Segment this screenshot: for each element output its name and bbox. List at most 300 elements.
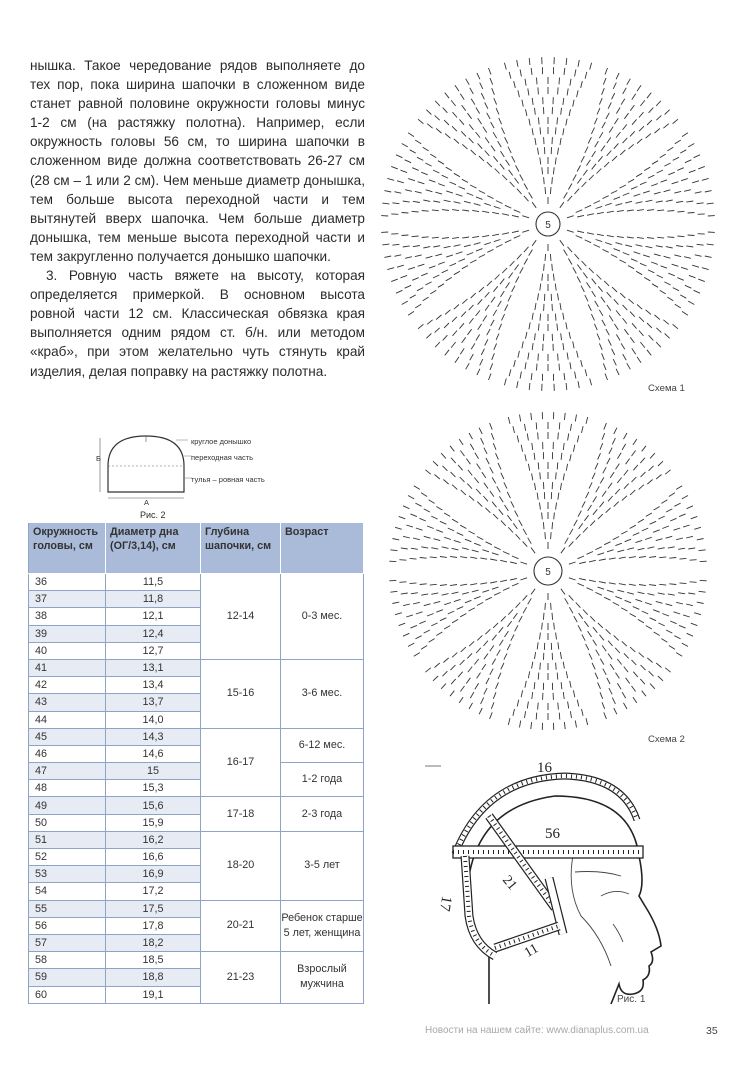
stitch-mark bbox=[630, 105, 634, 111]
stitch-mark bbox=[496, 453, 499, 459]
stitch-mark bbox=[527, 702, 528, 709]
stitch-mark bbox=[417, 157, 423, 160]
stitch-mark bbox=[630, 490, 635, 495]
stitch-mark bbox=[616, 464, 620, 470]
stitch-mark bbox=[443, 480, 448, 485]
stitch-mark bbox=[476, 132, 480, 138]
stitch-mark bbox=[417, 288, 423, 291]
stitch-mark bbox=[627, 79, 631, 85]
stitch-mark bbox=[490, 559, 497, 560]
stitch-mark bbox=[601, 146, 605, 152]
stitch-mark bbox=[490, 491, 494, 497]
stitch-mark bbox=[451, 665, 456, 670]
stitch-mark bbox=[676, 538, 683, 540]
stitch-mark bbox=[596, 486, 600, 492]
stitch-mark bbox=[560, 303, 561, 310]
cell-circumference: 54 bbox=[29, 883, 106, 900]
stitch-mark bbox=[532, 240, 536, 246]
stitch-mark bbox=[665, 470, 670, 474]
stitch-mark bbox=[454, 139, 459, 144]
stitch-mark bbox=[434, 539, 441, 541]
stitch-mark bbox=[503, 552, 510, 555]
cell-diameter: 12,4 bbox=[106, 625, 201, 642]
stitch-mark bbox=[521, 690, 522, 697]
stitch-mark bbox=[613, 359, 616, 365]
stitch-mark bbox=[468, 113, 472, 119]
stitch-mark bbox=[640, 182, 646, 185]
stitch-mark bbox=[555, 284, 556, 291]
stitch-mark bbox=[493, 443, 496, 450]
stitch-mark bbox=[616, 108, 620, 114]
stitch-mark bbox=[588, 137, 591, 143]
stitch-mark bbox=[567, 216, 574, 218]
stitch-mark bbox=[469, 496, 474, 501]
stitch-mark bbox=[424, 509, 430, 512]
stitch-mark bbox=[587, 233, 594, 235]
stitch-mark bbox=[421, 172, 428, 175]
stitch-mark bbox=[608, 641, 613, 646]
size-table bbox=[28, 522, 364, 1004]
stitch-mark bbox=[462, 337, 466, 343]
stitch-mark bbox=[624, 470, 628, 476]
stitch-mark bbox=[508, 718, 510, 725]
stitch-mark bbox=[578, 556, 585, 559]
table-header-row bbox=[29, 523, 364, 574]
stitch-mark bbox=[510, 562, 517, 564]
stitch-mark bbox=[663, 124, 668, 129]
stitch-mark bbox=[598, 156, 602, 161]
stitch-mark bbox=[528, 89, 529, 96]
stitch-mark bbox=[469, 433, 473, 439]
stitch-mark bbox=[531, 413, 532, 420]
stitch-mark bbox=[522, 216, 529, 218]
stitch-mark bbox=[429, 180, 436, 182]
stitch-mark bbox=[491, 146, 495, 152]
stitch-mark bbox=[494, 547, 500, 550]
scheme-2-diagram bbox=[380, 403, 720, 743]
stitch-mark bbox=[594, 324, 597, 330]
stitch-mark bbox=[682, 311, 688, 315]
stitch-mark bbox=[427, 320, 432, 325]
stitch-mark bbox=[650, 453, 655, 458]
stitch-mark bbox=[588, 631, 592, 637]
stitch-mark bbox=[661, 500, 667, 504]
stitch-mark bbox=[435, 254, 442, 256]
stitch-mark bbox=[490, 645, 494, 651]
label-round-bottom: круглое донышко bbox=[191, 437, 252, 446]
stitch-mark bbox=[474, 478, 478, 484]
stitch-mark bbox=[599, 582, 606, 583]
stitch-mark bbox=[697, 602, 704, 603]
stitch-mark bbox=[423, 200, 430, 201]
stitch-mark bbox=[402, 213, 409, 214]
stitch-mark bbox=[606, 113, 609, 119]
cell-circumference: 57 bbox=[29, 934, 106, 951]
cell-circumference: 43 bbox=[29, 694, 106, 711]
stitch-mark bbox=[629, 144, 634, 149]
stitch-mark bbox=[667, 297, 673, 301]
stitch-mark bbox=[435, 475, 440, 480]
stitch-mark bbox=[392, 244, 399, 245]
stitch-mark bbox=[403, 201, 410, 202]
stitch-mark bbox=[444, 246, 451, 248]
stitch-mark bbox=[691, 516, 698, 518]
stitch-mark bbox=[453, 331, 458, 336]
stitch-mark bbox=[585, 205, 591, 208]
stitch-mark bbox=[570, 454, 571, 461]
stitch-mark bbox=[390, 591, 397, 592]
stitch-mark bbox=[492, 477, 496, 483]
stitch-mark bbox=[570, 711, 571, 718]
cell-depth: 15-16 bbox=[201, 659, 281, 728]
stitch-mark bbox=[493, 132, 497, 138]
stitch-mark bbox=[590, 379, 592, 386]
stitch-mark bbox=[600, 502, 604, 508]
label-tulle: тулья – ровная часть bbox=[191, 475, 265, 484]
stitch-mark bbox=[599, 310, 603, 316]
stitch-mark bbox=[478, 118, 482, 124]
stitch-mark bbox=[490, 712, 493, 719]
stitch-mark bbox=[396, 155, 402, 158]
stitch-mark bbox=[656, 115, 661, 120]
stitch-mark bbox=[542, 167, 543, 174]
stitch-mark bbox=[636, 599, 643, 601]
stitch-mark bbox=[589, 580, 596, 582]
stitch-mark bbox=[615, 596, 622, 598]
stitch-mark bbox=[688, 144, 694, 147]
stitch-mark bbox=[602, 88, 605, 95]
stitch-mark bbox=[483, 641, 488, 646]
cell-diameter: 17,8 bbox=[106, 917, 201, 934]
stitch-mark bbox=[429, 639, 435, 643]
cell-diameter: 15 bbox=[106, 763, 201, 780]
stitch-mark bbox=[602, 491, 606, 497]
stitch-mark bbox=[561, 589, 565, 595]
stitch-mark bbox=[624, 329, 628, 335]
stitch-mark bbox=[592, 279, 596, 285]
stitch-mark bbox=[582, 501, 585, 507]
stitch-mark bbox=[688, 593, 695, 594]
stitch-mark bbox=[631, 259, 638, 262]
stitch-mark bbox=[569, 109, 570, 116]
stitch-mark bbox=[661, 266, 668, 268]
stitch-mark bbox=[672, 264, 679, 266]
stitch-mark bbox=[677, 168, 684, 171]
stitch-mark bbox=[415, 140, 421, 144]
stitch-mark bbox=[513, 426, 515, 433]
stitch-mark bbox=[499, 627, 503, 633]
stitch-mark bbox=[585, 147, 588, 153]
stitch-mark bbox=[532, 343, 533, 350]
hair-and-face-lines bbox=[571, 846, 629, 966]
stitch-mark bbox=[515, 178, 519, 184]
stitch-mark bbox=[699, 550, 706, 551]
stitch-mark bbox=[470, 185, 476, 188]
stitch-mark bbox=[632, 323, 637, 328]
cell-diameter: 14,6 bbox=[106, 745, 201, 762]
stitch-mark bbox=[607, 458, 610, 464]
stitch-mark bbox=[402, 301, 408, 304]
stitch-mark bbox=[595, 463, 598, 469]
stitch-mark bbox=[569, 578, 576, 580]
stitch-mark bbox=[485, 151, 490, 156]
cell-diameter: 17,2 bbox=[106, 883, 201, 900]
stitch-mark bbox=[617, 478, 621, 484]
stitch-mark bbox=[608, 654, 612, 660]
stitch-mark bbox=[667, 237, 674, 238]
stitch-mark bbox=[553, 274, 554, 281]
stitch-mark bbox=[666, 604, 673, 606]
stitch-mark bbox=[570, 79, 571, 86]
stitch-mark bbox=[478, 143, 483, 148]
stitch-mark bbox=[465, 539, 472, 542]
stitch-mark bbox=[477, 537, 483, 540]
stitch-mark bbox=[657, 237, 664, 238]
stitch-mark bbox=[438, 262, 445, 264]
stitch-mark bbox=[558, 148, 559, 155]
stitch-mark bbox=[569, 332, 570, 339]
stitch-mark bbox=[491, 122, 495, 128]
stitch-mark bbox=[661, 639, 667, 643]
stitch-mark bbox=[623, 88, 627, 94]
cell-age: 3-6 мес. bbox=[281, 659, 364, 728]
cell-age: 3-5 лет bbox=[281, 831, 364, 900]
stitch-mark bbox=[556, 503, 557, 510]
cell-depth: 17-18 bbox=[201, 797, 281, 831]
stitch-mark bbox=[414, 486, 420, 490]
stitch-mark bbox=[605, 203, 612, 205]
stitch-mark bbox=[608, 103, 611, 109]
stitch-mark bbox=[462, 210, 469, 211]
stitch-mark bbox=[465, 600, 472, 603]
stitch-mark bbox=[649, 557, 656, 558]
cell-age: 0-3 мес. bbox=[281, 574, 364, 660]
stitch-mark bbox=[401, 170, 408, 172]
stitch-mark bbox=[469, 318, 473, 324]
stitch-mark bbox=[406, 615, 413, 617]
stitch-mark bbox=[564, 722, 565, 729]
stitch-mark bbox=[430, 154, 436, 158]
stitch-mark bbox=[604, 542, 610, 545]
stitch-mark bbox=[674, 191, 681, 193]
stitch-mark bbox=[619, 557, 626, 558]
cell-depth: 18-20 bbox=[201, 831, 281, 900]
stitch-mark bbox=[480, 83, 483, 89]
stitch-mark bbox=[382, 244, 389, 245]
stitch-mark bbox=[427, 614, 434, 617]
stitch-mark bbox=[413, 246, 420, 247]
stitch-mark bbox=[612, 93, 615, 99]
header-circumference: Окружность головы, см bbox=[29, 523, 106, 574]
stitch-mark bbox=[408, 133, 414, 137]
stitch-mark bbox=[597, 108, 600, 114]
stitch-mark bbox=[633, 465, 638, 470]
stitch-mark bbox=[542, 274, 543, 281]
stitch-mark bbox=[524, 258, 528, 264]
stitch-mark bbox=[573, 445, 574, 452]
stitch-mark bbox=[620, 260, 626, 263]
stitch-mark bbox=[678, 593, 685, 594]
stitch-mark bbox=[467, 653, 472, 658]
stitch-mark bbox=[639, 653, 644, 658]
cell-circumference: 51 bbox=[29, 831, 106, 848]
stitch-mark bbox=[559, 423, 560, 430]
scheme-2-caption: Схема 2 bbox=[648, 734, 685, 745]
stitch-mark bbox=[494, 98, 497, 104]
stitch-mark bbox=[440, 557, 447, 558]
stitch-mark bbox=[592, 164, 596, 170]
stitch-mark bbox=[431, 548, 438, 549]
stitch-mark bbox=[535, 303, 536, 310]
stitch-mark bbox=[569, 529, 573, 535]
stitch-mark bbox=[608, 483, 612, 489]
stitch-mark bbox=[452, 653, 457, 658]
stitch-mark bbox=[639, 585, 646, 586]
cell-age: Взрослый мужчина bbox=[281, 952, 364, 1004]
stitch-mark bbox=[496, 108, 499, 114]
stitch-mark bbox=[442, 547, 449, 549]
stitch-mark bbox=[624, 703, 628, 709]
stitch-mark bbox=[679, 625, 686, 628]
stitch-mark bbox=[633, 439, 637, 445]
stitch-mark bbox=[542, 512, 543, 519]
stitch-mark bbox=[479, 255, 485, 258]
stitch-mark bbox=[505, 305, 508, 311]
stitch-mark bbox=[452, 126, 457, 131]
stitch-mark bbox=[538, 87, 539, 94]
stitch-mark bbox=[529, 322, 530, 329]
stitch-mark bbox=[490, 467, 493, 473]
stitch-mark bbox=[477, 369, 480, 375]
stitch-mark bbox=[609, 448, 612, 454]
stitch-mark bbox=[430, 290, 436, 294]
stitch-mark bbox=[503, 588, 510, 591]
stitch-mark bbox=[462, 144, 467, 149]
stitch-mark bbox=[639, 556, 646, 557]
cell-diameter: 11,8 bbox=[106, 591, 201, 608]
stitch-mark bbox=[494, 592, 500, 595]
stitch-mark bbox=[537, 642, 538, 649]
stitch-mark bbox=[595, 301, 599, 307]
cell-diameter: 13,7 bbox=[106, 694, 201, 711]
stitch-mark bbox=[479, 287, 484, 292]
stitch-mark bbox=[561, 453, 562, 460]
stitch-mark bbox=[520, 578, 527, 580]
stitch-mark bbox=[460, 525, 466, 528]
stitch-mark bbox=[435, 115, 440, 120]
stitch-mark bbox=[429, 266, 436, 268]
stitch-mark bbox=[474, 659, 478, 665]
stitch-mark bbox=[512, 231, 519, 233]
stitch-mark bbox=[617, 236, 624, 237]
stitch-mark bbox=[577, 178, 581, 184]
stitch-mark bbox=[412, 168, 419, 171]
stitch-mark bbox=[520, 175, 524, 181]
stitch-mark bbox=[568, 196, 573, 201]
stitch-mark bbox=[408, 643, 414, 646]
stitch-mark bbox=[584, 515, 588, 521]
stitch-mark bbox=[461, 312, 466, 317]
stitch-mark bbox=[432, 237, 439, 238]
stitch-mark bbox=[565, 598, 569, 604]
stitch-mark bbox=[585, 295, 588, 301]
stitch-mark bbox=[485, 305, 489, 311]
stitch-mark bbox=[560, 138, 561, 145]
stitch-mark bbox=[440, 585, 447, 586]
stitch-mark bbox=[399, 516, 406, 518]
stitch-mark bbox=[538, 148, 539, 155]
stitch-mark bbox=[631, 187, 638, 190]
stitch-mark bbox=[415, 304, 421, 308]
stitch-mark bbox=[545, 532, 546, 539]
stitch-mark bbox=[602, 645, 606, 651]
stitch-mark bbox=[623, 124, 627, 129]
stitch-mark bbox=[595, 592, 601, 595]
table-row bbox=[29, 797, 364, 814]
stitch-mark bbox=[445, 93, 449, 99]
stitch-mark bbox=[666, 247, 673, 248]
stitch-mark bbox=[433, 275, 439, 278]
stitch-mark bbox=[598, 286, 602, 291]
stitch-mark bbox=[491, 433, 494, 440]
stitch-mark bbox=[629, 557, 636, 558]
stitch-mark bbox=[623, 138, 628, 143]
stitch-mark bbox=[621, 99, 625, 105]
stitch-mark bbox=[408, 267, 415, 269]
stitch-mark bbox=[422, 237, 429, 238]
stitch-mark bbox=[505, 240, 511, 243]
stitch-mark bbox=[606, 329, 609, 335]
stitch-mark bbox=[397, 265, 404, 267]
stitch-mark bbox=[598, 453, 601, 459]
stitch-mark bbox=[577, 231, 584, 233]
stitch-mark bbox=[697, 539, 704, 540]
stitch-mark bbox=[667, 211, 674, 212]
stitch-mark bbox=[649, 466, 654, 471]
stitch-mark bbox=[614, 708, 617, 714]
stitch-mark bbox=[427, 526, 434, 529]
stitch-mark bbox=[487, 162, 492, 167]
stitch-mark bbox=[616, 369, 619, 375]
stitch-mark bbox=[673, 119, 678, 123]
stitch-mark bbox=[557, 324, 558, 331]
stitch-mark bbox=[459, 187, 466, 190]
stitch-mark bbox=[451, 679, 456, 684]
stitch-mark bbox=[382, 203, 389, 204]
stitch-mark bbox=[615, 489, 620, 494]
stitch-mark bbox=[658, 461, 663, 466]
stitch-mark bbox=[551, 532, 552, 539]
stitch-mark bbox=[425, 282, 431, 285]
stitch-mark bbox=[587, 588, 594, 591]
stitch-mark bbox=[690, 560, 697, 561]
stitch-mark bbox=[695, 255, 702, 256]
stitch-mark bbox=[621, 531, 627, 534]
stitch-mark bbox=[410, 558, 417, 559]
stitch-mark bbox=[564, 68, 565, 75]
stitch-mark bbox=[705, 256, 712, 257]
stitch-mark bbox=[423, 147, 429, 151]
stitch-mark bbox=[411, 593, 418, 594]
stitch-mark bbox=[478, 324, 482, 330]
stitch-mark bbox=[408, 496, 414, 499]
stitch-mark bbox=[493, 514, 498, 519]
stitch-mark bbox=[467, 484, 472, 489]
stitch-mark bbox=[637, 85, 641, 91]
stitch-mark bbox=[581, 286, 584, 292]
cell-diameter: 15,9 bbox=[106, 814, 201, 831]
stitch-mark bbox=[510, 182, 515, 187]
